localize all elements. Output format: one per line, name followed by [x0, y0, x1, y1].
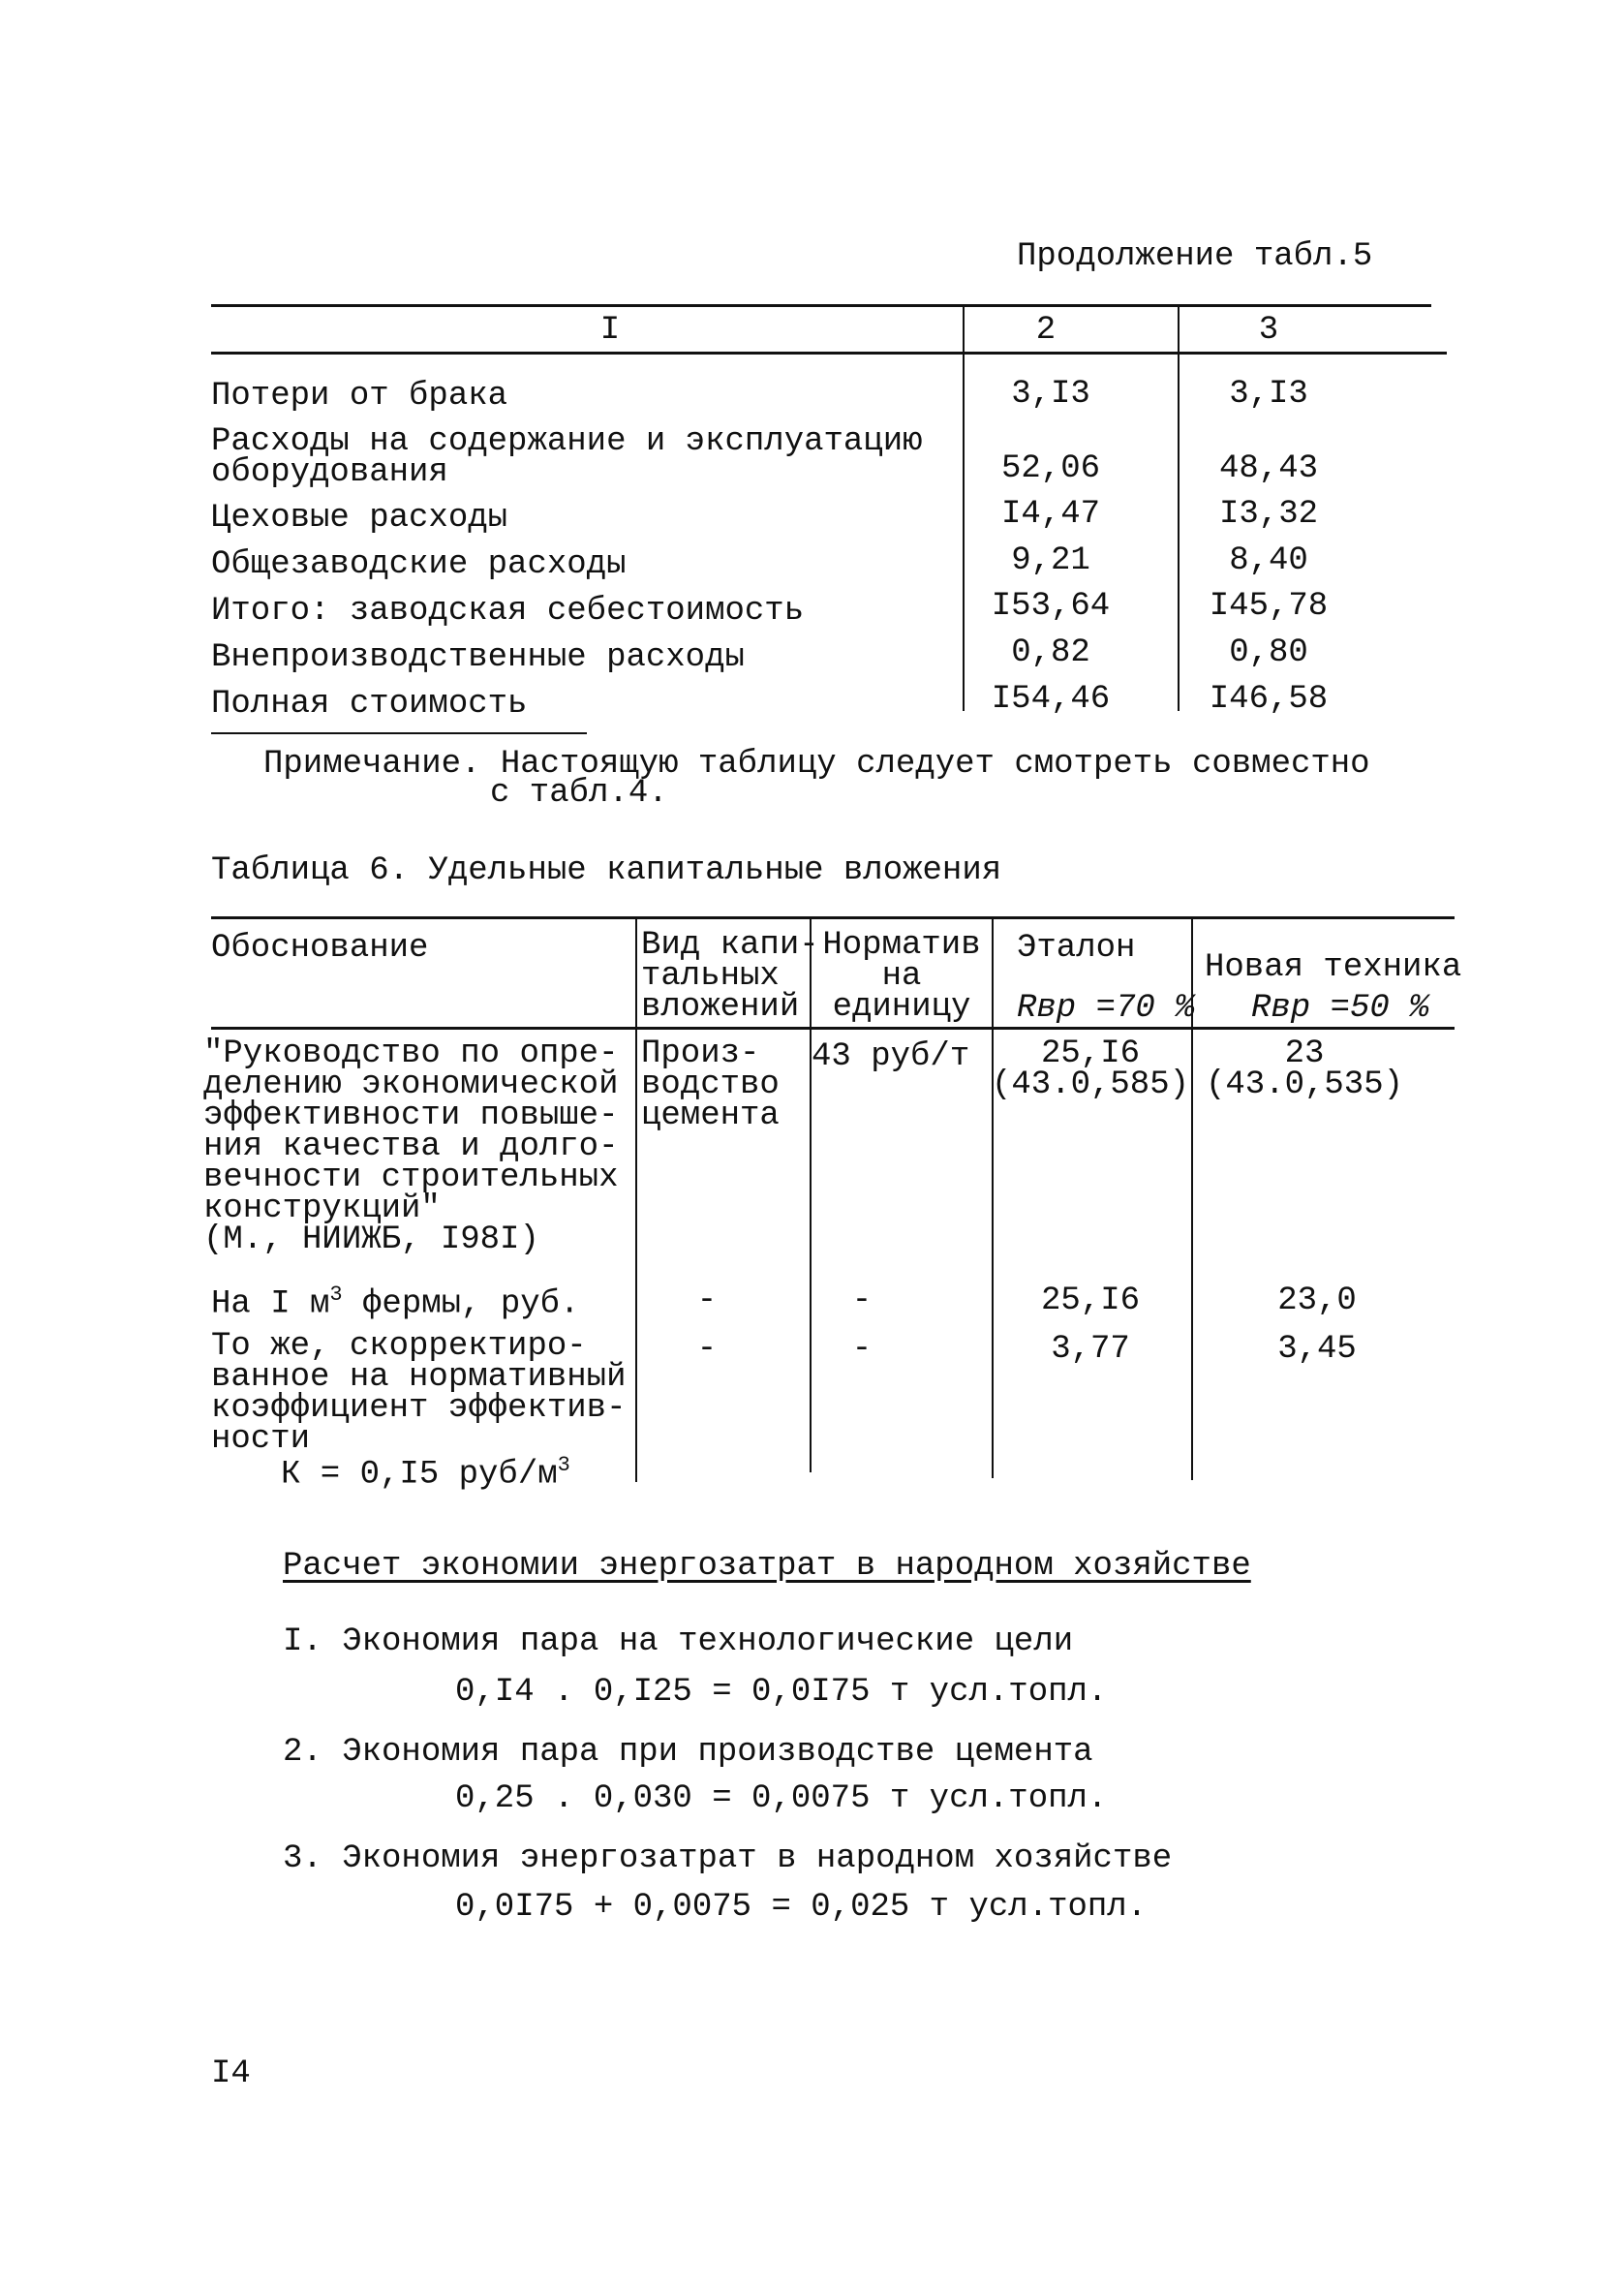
table6-header-new-tech: Новая техника: [1205, 949, 1462, 986]
table6-row3-kind: -: [696, 1331, 718, 1368]
continuation-label: Продолжение табл.5: [1017, 238, 1373, 275]
table6-row1-new-tech: 23 (43.0,535): [1205, 1035, 1404, 1103]
table6-row3-norm: -: [851, 1331, 873, 1368]
table5-header-rule: [211, 352, 1447, 355]
table5-vline-2: [1178, 306, 1180, 711]
calc-item-formula: 0,I4 . 0,I25 = 0,0I75 т усл.топл.: [455, 1674, 1108, 1711]
table6-row2-kind: -: [696, 1283, 718, 1319]
table6-row3-new-tech: 3,45: [1277, 1331, 1357, 1368]
table5-row-value-3: I3,32: [1218, 496, 1319, 533]
table5-row-value-3: 48,43: [1218, 450, 1319, 487]
table5-row-value-2: I4,47: [1000, 496, 1101, 533]
table6-header-etalon-sub: Rвр =70 %: [1017, 990, 1195, 1027]
table5-row-value-3: 3,I3: [1229, 376, 1308, 413]
table5-row-value-3: 8,40: [1229, 542, 1308, 579]
table5-row-label: Полная стоимость: [211, 686, 528, 723]
table6-top-rule: [211, 916, 1455, 919]
calc-heading: Расчет экономии энергозатрат в народном хозяйстве: [283, 1548, 1251, 1585]
table6-header-kind: Вид капи- тальных вложений: [641, 927, 819, 1026]
table5-row-label: Итого: заводская себестоимость: [211, 593, 805, 630]
table6-header-basis: Обоснование: [211, 930, 429, 967]
table6-header-norm: Норматив на единицу: [822, 927, 981, 1026]
page-number: I4: [211, 2055, 251, 2092]
calc-item-title: 3. Экономия энергозатрат в народном хозяйстве: [283, 1840, 1173, 1877]
table5-header-col2: 2: [1035, 312, 1057, 349]
table6-row2-new-tech: 23,0: [1277, 1283, 1357, 1319]
table6-header-rule: [211, 1027, 1455, 1030]
table5-vline-1: [963, 306, 965, 711]
table5-row-value-3: 0,80: [1229, 634, 1308, 671]
table6-row2-etalon: 25,I6: [1040, 1283, 1141, 1319]
table5-note-continued: с табл.4.: [490, 775, 668, 812]
table6-row1-norm: 43 руб/т: [812, 1038, 970, 1075]
calc-item-title: I. Экономия пара на технологические цели: [283, 1623, 1074, 1660]
table5-note-rule: [211, 732, 587, 734]
calc-item-formula: 0,0I75 + 0,0075 = 0,025 т усл.топл.: [455, 1889, 1148, 1926]
table6-row3-basis: То же, скорректиро- ванное на нормативный коэффициент эффектив- ности: [211, 1328, 627, 1458]
table6-vline-1: [635, 918, 637, 1482]
calc-item-title: 2. Экономия пара при производстве цемента: [283, 1734, 1093, 1771]
table5-row-value-3: I46,58: [1209, 681, 1329, 718]
table6-title: Таблица 6. Удельные капитальные вложения: [211, 852, 1002, 889]
table5-row-label: Расходы на содержание и эксплуатацию оборудования: [211, 423, 923, 491]
table5-row-label: Цеховые расходы: [211, 500, 508, 537]
table6-row2-norm: -: [851, 1283, 873, 1319]
table5-row-value-2: 52,06: [1000, 450, 1101, 487]
table6-header-etalon: Эталон: [1017, 930, 1136, 967]
table5-row-value-2: 9,21: [1011, 542, 1090, 579]
table6-row3-coefficient: К = 0,I5 руб/$м^3$: [281, 1453, 570, 1494]
table5-row-value-2: I54,46: [991, 681, 1111, 718]
table5-row-label: Внепроизводственные расходы: [211, 639, 745, 676]
table6-row3-etalon: 3,77: [1051, 1331, 1130, 1368]
table5-row-value-3: I45,78: [1209, 588, 1329, 625]
table5-row-value-2: 3,I3: [1011, 376, 1090, 413]
table6-row2-basis: На I $м^3$ фермы, руб.: [211, 1283, 580, 1323]
table5-row-label: Общезаводские расходы: [211, 546, 627, 583]
table6-vline-3: [992, 918, 994, 1478]
table5-row-value-2: 0,82: [1011, 634, 1090, 671]
table5-note: Примечание. Настоящую таблицу следует смотреть совместно: [263, 746, 1370, 783]
table6-row1-kind: Произ- водство цемента: [641, 1035, 780, 1134]
table6-row1-basis: "Руководство по опре- делению экономической эффективности повыше- ния качества и долго- вечности строительных конструкций" (М., НИИЖБ, I98I): [203, 1035, 619, 1258]
table6-row1-etalon: 25,I6 (43.0,585): [991, 1035, 1190, 1103]
table5-header-col1: I: [599, 312, 621, 349]
table5-row-value-2: I53,64: [991, 588, 1111, 625]
table5-row-label: Потери от брака: [211, 378, 508, 415]
table6-header-new-tech-sub: Rвр =50 %: [1251, 990, 1429, 1027]
table5-top-rule: [211, 304, 1431, 307]
table5-header-col3: 3: [1258, 312, 1279, 349]
calc-item-formula: 0,25 . 0,030 = 0,0075 т усл.топл.: [455, 1780, 1108, 1817]
